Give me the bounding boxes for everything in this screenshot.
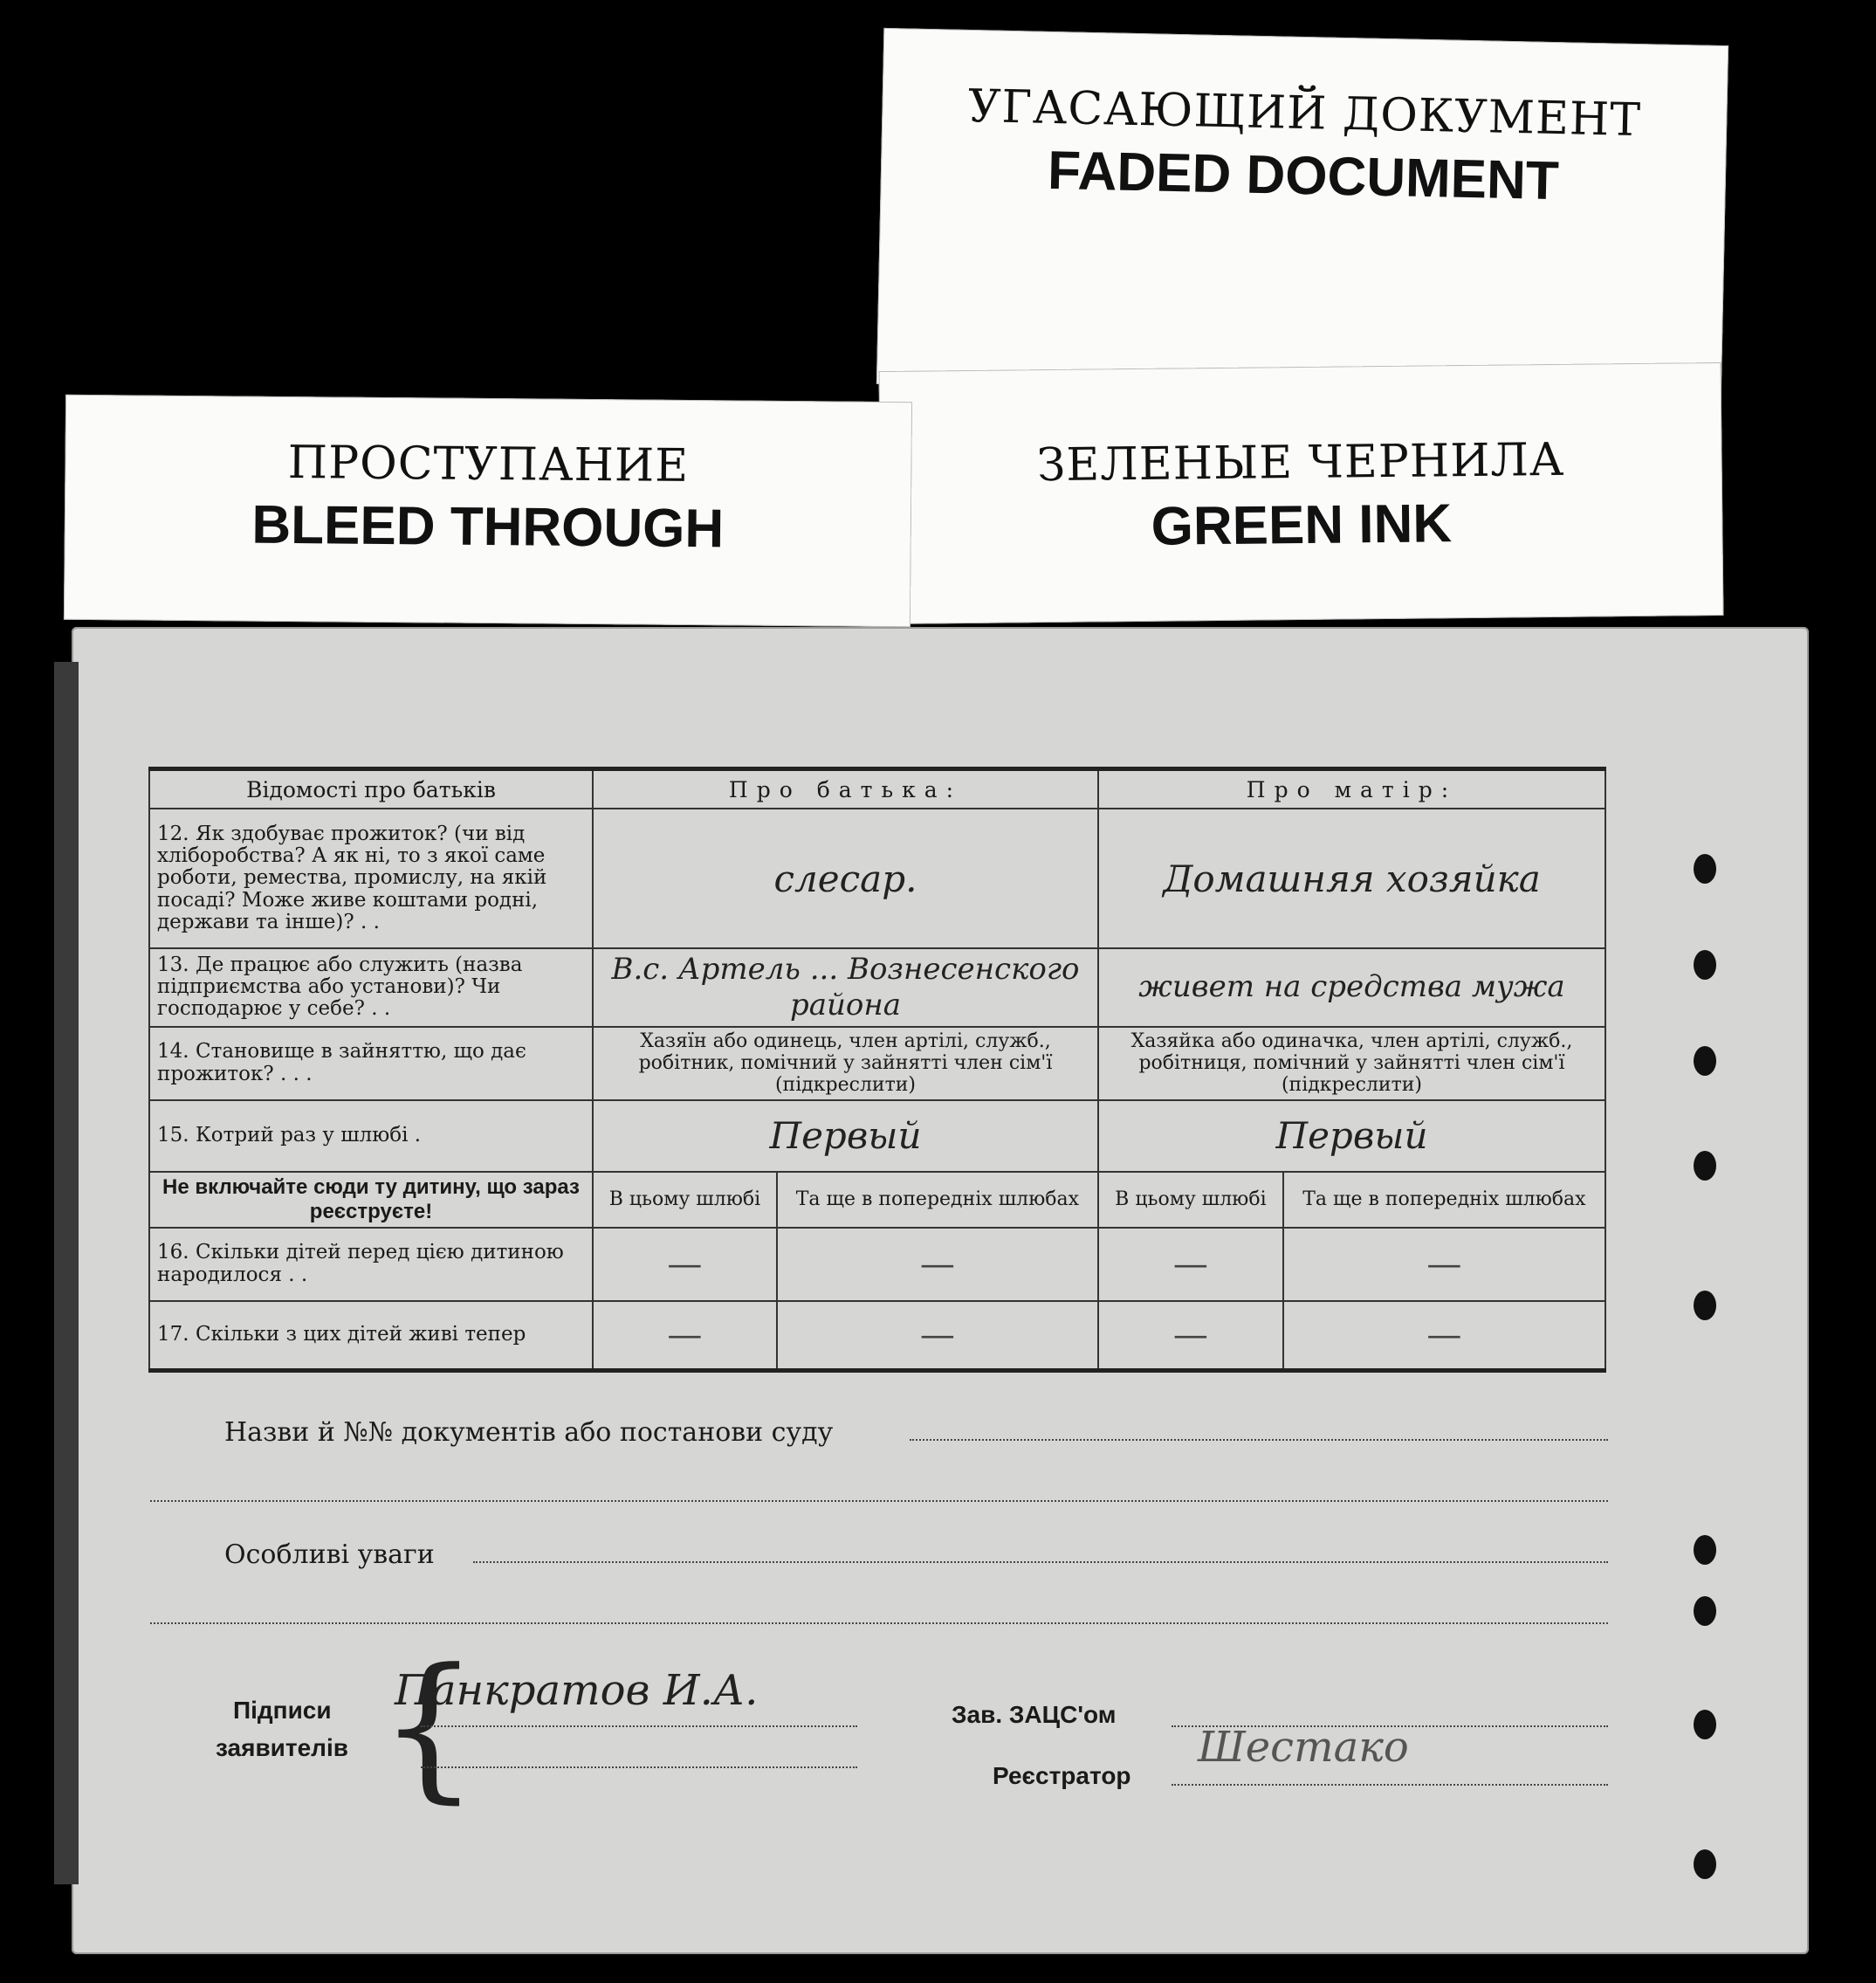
table-row — [149, 1228, 1605, 1301]
registration-form-card — [72, 627, 1809, 1954]
faded-document-label — [876, 28, 1728, 402]
signature-line-1 — [421, 1725, 857, 1727]
binding-hole — [1694, 950, 1716, 980]
table-row — [149, 1301, 1605, 1371]
father-status-options: Хазяїн або одинець, член артілі, служб., робітник, помічний у зайнятті член сім'ї (підкреслити) — [593, 1027, 1098, 1100]
binding-hole — [1694, 854, 1716, 884]
signature-brace: { — [379, 1635, 479, 1818]
cell-dash: — — [593, 1301, 777, 1371]
father-marriage-count: Первый — [593, 1100, 1098, 1172]
cell-dash: — — [777, 1228, 1098, 1301]
cell-dash: — — [593, 1228, 777, 1301]
faded-label-ru: УГАСАЮЩИЙ ДОКУМЕНТ — [967, 79, 1642, 148]
binding-hole — [1694, 1291, 1716, 1320]
signature-line-2 — [421, 1766, 857, 1768]
exclude-child-note: Не включайте сюди ту дитину, що зараз реєструєте! — [149, 1172, 593, 1228]
notes-line — [473, 1561, 1608, 1563]
question-15: 15. Котрий раз у шлюбі . — [149, 1100, 593, 1172]
subheader-mother-previous: Та ще в попередніх шлюбах — [1283, 1172, 1605, 1228]
cell-dash: — — [1283, 1301, 1605, 1371]
documents-line — [910, 1439, 1608, 1441]
question-16: 16. Скільки дітей перед цією дитиною народилося . . — [149, 1228, 593, 1301]
bleed-label-en: BLEED THROUGH — [251, 494, 725, 560]
documents-line-2 — [150, 1500, 1608, 1502]
table-row — [149, 1100, 1605, 1172]
cell-dash: — — [1098, 1228, 1283, 1301]
cell-dash: — — [1283, 1228, 1605, 1301]
binding-holes — [1688, 627, 1723, 1954]
green-label-ru: ЗЕЛЕНЫЕ ЧЕРНИЛА — [1036, 433, 1565, 492]
binding-hole — [1694, 1535, 1716, 1565]
table-subheader-row — [149, 1172, 1605, 1228]
subheader-mother-this-marriage: В цьому шлюбі — [1098, 1172, 1283, 1228]
bleed-through-label — [64, 395, 912, 627]
header-mother: Про матір: — [1098, 769, 1605, 809]
table-row — [149, 1027, 1605, 1100]
binding-hole — [1694, 1151, 1716, 1181]
table-row — [149, 809, 1605, 948]
registrar-signature: Шестако — [1198, 1723, 1409, 1772]
binding-hole — [1694, 1596, 1716, 1626]
cell-dash: — — [1098, 1301, 1283, 1371]
mother-workplace: живет на средства мужа — [1098, 948, 1605, 1027]
green-label-en: GREEN INK — [1151, 493, 1453, 557]
mother-occupation: Домашняя хозяйка — [1098, 809, 1605, 948]
table-row — [149, 948, 1605, 1027]
mother-status-options: Хазяйка або одиначка, член артілі, служб., робітниця, помічний у зайнятті член сім'ї (підкреслити) — [1098, 1027, 1605, 1100]
signatures-label: Підписи — [233, 1697, 332, 1724]
question-14: 14. Становище в зайняттю, що дає прожиток? . . . — [149, 1027, 593, 1100]
mother-marriage-count: Первый — [1098, 1100, 1605, 1172]
green-ink-label — [879, 362, 1724, 624]
table-header-row — [149, 769, 1605, 809]
bleed-label-ru: ПРОСТУПАНИЕ — [287, 436, 690, 493]
question-17: 17. Скільки з цих дітей живі тепер — [149, 1301, 593, 1371]
documents-label: Назви й №№ документів або постанови суду — [224, 1417, 834, 1448]
binding-hole — [1694, 1710, 1716, 1739]
binding-hole — [1694, 1046, 1716, 1076]
header-parents-info: Відомості про батьків — [149, 769, 593, 809]
question-13: 13. Де працює або служить (назва підприємства або установи)? Чи господарює у себе? . . — [149, 948, 593, 1027]
registrar-label: Реєстратор — [993, 1762, 1131, 1789]
notes-line-2 — [150, 1622, 1608, 1624]
torn-edge — [54, 662, 79, 1884]
father-workplace: В.с. Артель ... Вознесенского района — [593, 948, 1098, 1027]
father-occupation: слесар. — [593, 809, 1098, 948]
subheader-father-this-marriage: В цьому шлюбі — [593, 1172, 777, 1228]
subheader-father-previous: Та ще в попередніх шлюбах — [777, 1172, 1098, 1228]
applicant-signature: Панкратов И.А. — [395, 1666, 759, 1715]
applicants-label: заявителів — [216, 1734, 348, 1761]
parents-info-table — [148, 767, 1606, 1373]
notes-label: Особливі уваги — [224, 1539, 435, 1570]
binding-hole — [1694, 1849, 1716, 1879]
faded-label-en: FADED DOCUMENT — [1047, 140, 1560, 212]
registrar-signature-line — [1172, 1784, 1608, 1786]
cell-dash: — — [777, 1301, 1098, 1371]
question-12: 12. Як здобуває прожиток? (чи від хліборобства? А як ні, то з якої саме роботи, ремества, промислу, на якій посаді? Може живе коштами родні, держави та інше)? . . — [149, 809, 593, 948]
head-of-registry-label: Зав. ЗАЦС'ом — [952, 1701, 1117, 1728]
header-father: Про батька: — [593, 769, 1098, 809]
